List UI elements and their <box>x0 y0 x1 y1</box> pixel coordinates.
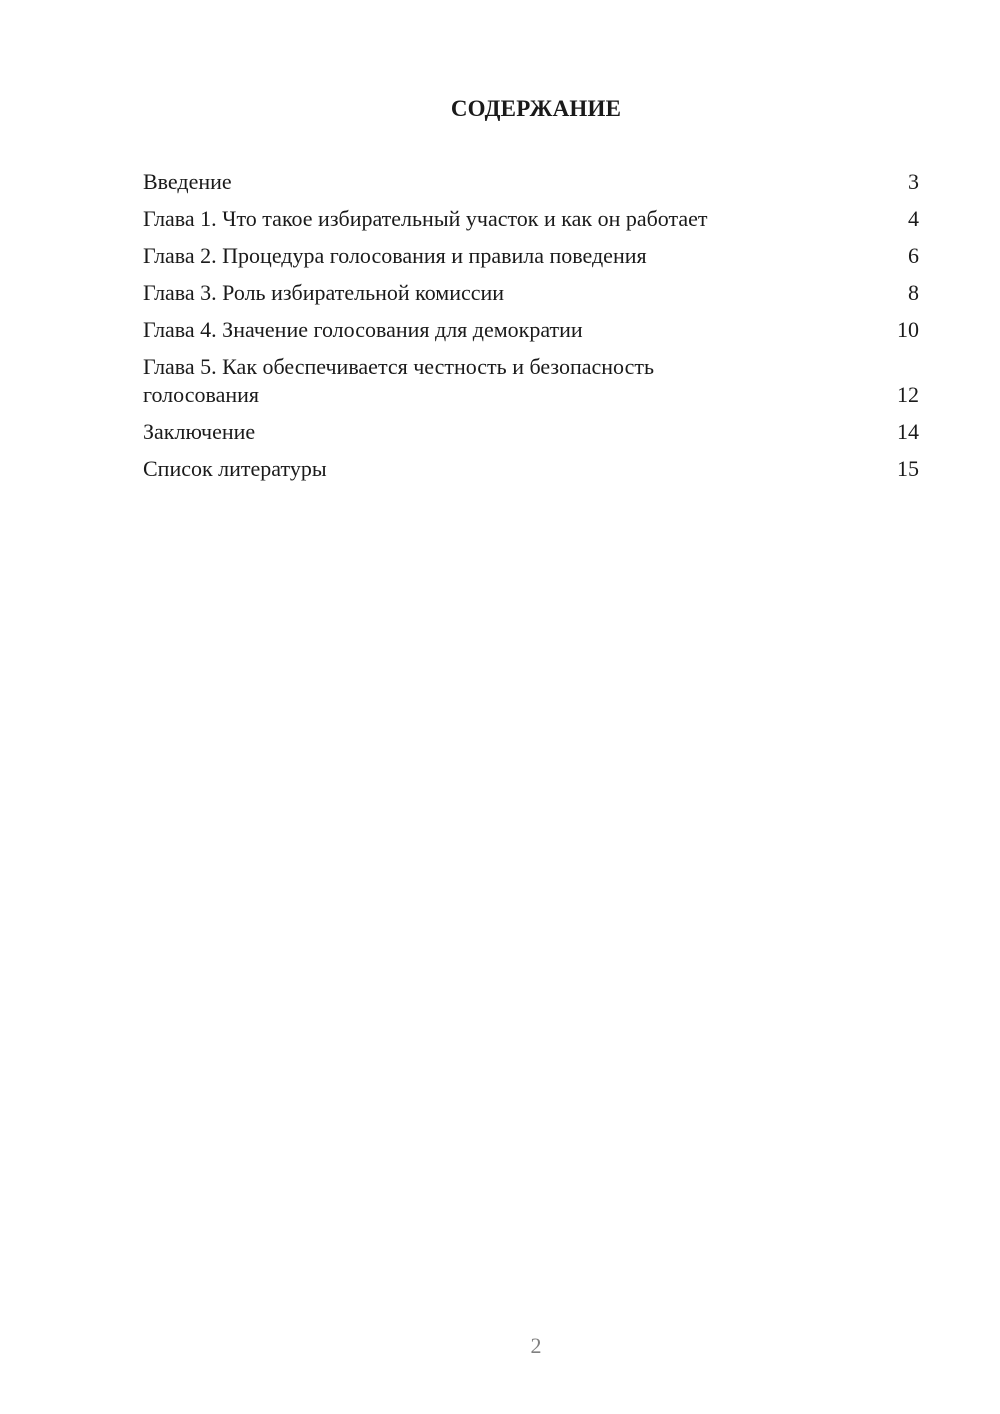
toc-entry-page: 14 <box>897 419 919 444</box>
toc-entry-page: 10 <box>897 317 919 342</box>
toc-entry-page: 4 <box>908 206 919 231</box>
toc-entry-chapter-3 <box>143 279 919 307</box>
toc-entry-chapter-2 <box>143 242 919 270</box>
page-title: СОДЕРЖАНИЕ <box>450 96 622 121</box>
toc-entry-chapter-5 <box>143 353 919 409</box>
toc-entry-page: 8 <box>908 280 919 305</box>
toc-entry-page: 12 <box>897 382 919 407</box>
toc-entry-introduction <box>143 168 919 196</box>
toc-entry-chapter-1 <box>143 205 919 233</box>
table-of-contents <box>143 168 919 492</box>
toc-entry-page: 15 <box>897 456 919 481</box>
toc-entry-text: Введение <box>143 169 232 194</box>
toc-entry-text: Глава 3. Роль избирательной комиссии <box>143 280 505 305</box>
toc-entry-page: 3 <box>908 169 919 194</box>
toc-entry-chapter-4 <box>143 316 919 344</box>
toc-entry-page: 6 <box>908 243 919 268</box>
toc-entry-references <box>143 455 919 483</box>
toc-entry-text: Список литературы <box>143 456 327 481</box>
toc-entry-text: Глава 5. Как обеспечивается честность и безопасность голосования <box>143 354 655 407</box>
toc-entry-conclusion <box>143 418 919 446</box>
toc-entry-text: Глава 1. Что такое избирательный участок и как он работает <box>143 206 708 231</box>
toc-entry-text: Глава 4. Значение голосования для демократии <box>143 317 583 342</box>
toc-entry-text: Глава 2. Процедура голосования и правила поведения <box>143 243 647 268</box>
toc-entry-text: Заключение <box>143 419 256 444</box>
page-number: 2 <box>530 1333 542 1358</box>
